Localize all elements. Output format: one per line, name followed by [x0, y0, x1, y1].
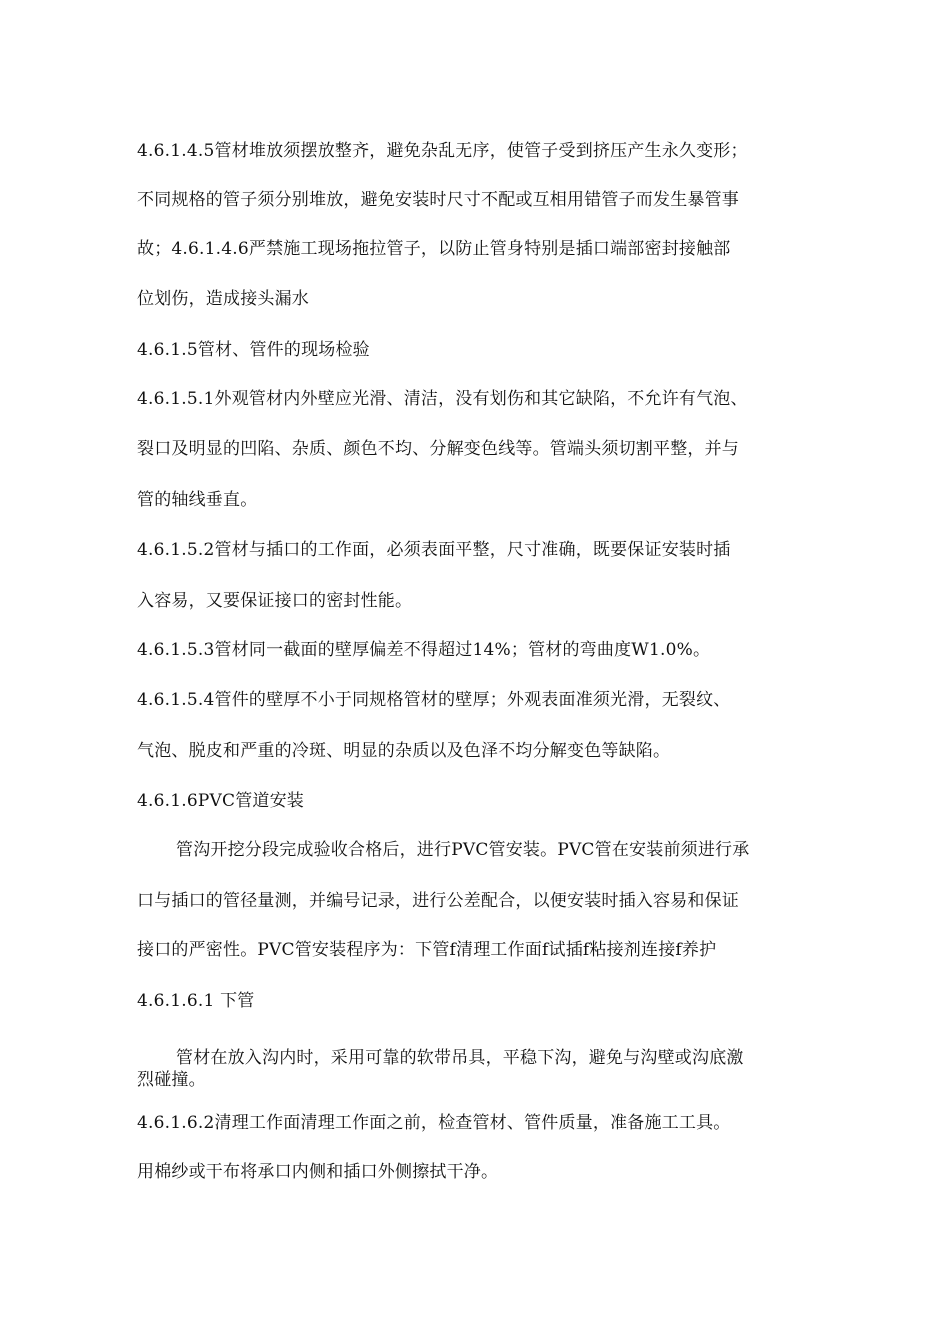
text-line: 位划伤，造成接头漏水	[137, 289, 309, 309]
text-line: 管的轴线垂直。	[137, 490, 258, 510]
text-line: 4.6.1.5.1外观管材内外壁应光滑、清洁，没有划伤和其它缺陷，不允许有气泡、	[137, 389, 748, 409]
text-line: 接口的严密性。PVC管安装程序为：下管f清理工作面f试插f粘接剂连接f养护	[137, 940, 717, 960]
text-line: 用棉纱或干布将承口内侧和插口外侧擦拭干净。	[137, 1162, 499, 1182]
text-line: 4.6.1.5.2管材与插口的工作面，必须表面平整，尺寸准确，既要保证安装时插	[137, 540, 731, 560]
section-heading: 4.6.1.6PVC管道安装	[137, 791, 304, 811]
text-line: 故；4.6.1.4.6严禁施工现场拖拉管子，以防止管身特别是插口端部密封接触部	[137, 239, 731, 259]
text-line: 4.6.1.4.5管材堆放须摆放整齐，避免杂乱无序，使管子受到挤压产生永久变形；	[137, 141, 748, 161]
section-heading: 4.6.1.5管材、管件的现场检验	[137, 340, 370, 360]
text-line: 4.6.1.6.2清理工作面清理工作面之前，检查管材、管件质量，准备施工工具。	[137, 1113, 731, 1133]
text-line: 气泡、脱皮和严重的冷斑、明显的杂质以及色泽不均分解变色等缺陷。	[137, 741, 671, 761]
text-line: 4.6.1.5.3管材同一截面的壁厚偏差不得超过14%；管材的弯曲度W1.0%。	[137, 640, 711, 660]
text-line: 烈碰撞。	[137, 1070, 206, 1090]
text-line: 不同规格的管子须分别堆放，避免安装时尺寸不配或互相用错管子而发生暴管事	[137, 190, 739, 210]
text-line: 裂口及明显的凹陷、杂质、颜色不均、分解变色线等。管端头须切割平整，并与	[137, 439, 739, 459]
section-heading: 4.6.1.6.1 下管	[137, 991, 255, 1011]
text-line: 入容易，又要保证接口的密封性能。	[137, 591, 413, 611]
text-line: 管沟开挖分段完成验收合格后，进行PVC管安装。PVC管在安装前须进行承	[176, 840, 750, 860]
text-line: 管材在放入沟内时，采用可靠的软带吊具，平稳下沟，避免与沟壁或沟底激	[176, 1048, 744, 1068]
text-line: 口与插口的管径量测，并编号记录，进行公差配合，以便安装时插入容易和保证	[137, 891, 739, 911]
text-line: 4.6.1.5.4管件的壁厚不小于同规格管材的壁厚；外观表面准须光滑，无裂纹、	[137, 690, 731, 710]
